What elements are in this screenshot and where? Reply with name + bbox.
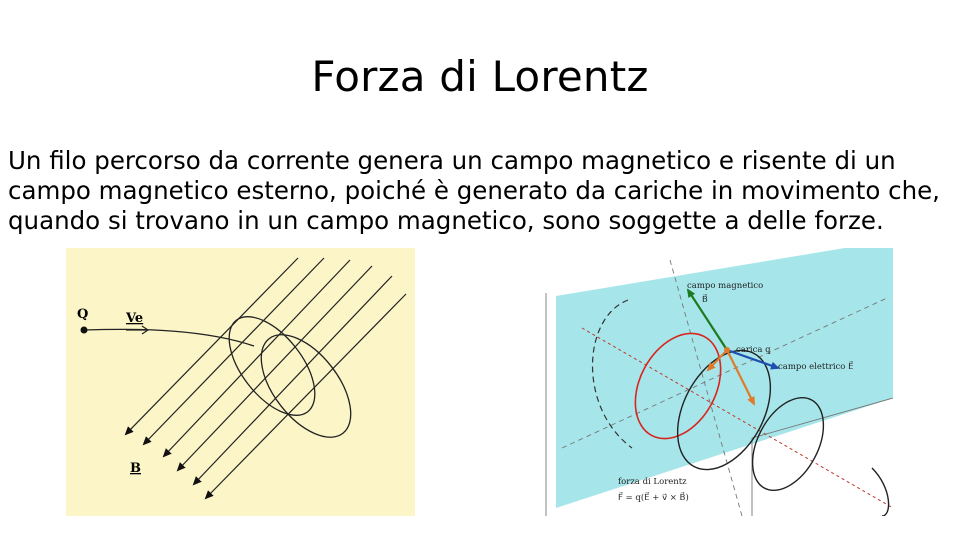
- charge-dot: [81, 327, 88, 334]
- field-label: B: [130, 461, 141, 476]
- diagram-background: [66, 248, 415, 516]
- black-orbit-3: [872, 468, 889, 516]
- velocity-label: Ve: [126, 311, 144, 326]
- charge-label: carica q: [736, 345, 771, 355]
- electric-label: campo elettrico E⃗: [778, 362, 854, 372]
- charge-label: Q: [77, 307, 89, 322]
- body-paragraph: Un filo percorso da corrente genera un campo magnetico e risente di un campo magnetico esterno, poiché è generato da cariche in movimento che, quando si trovano in un campo magnetico, sono soggette a delle forze.: [8, 146, 940, 235]
- magnetic-symbol: B⃗: [702, 295, 708, 305]
- magnetic-field-diagram: [66, 248, 415, 516]
- lorentz-force-diagram: [542, 248, 893, 516]
- formula: F⃗ = q(E⃗ + v⃗ × B⃗): [618, 493, 689, 503]
- magnetic-label: campo magnetico: [687, 281, 764, 291]
- force-label: forza di Lorentz: [618, 477, 687, 487]
- charge-dot: [724, 347, 730, 353]
- slide-title: Forza di Lorentz: [311, 52, 649, 101]
